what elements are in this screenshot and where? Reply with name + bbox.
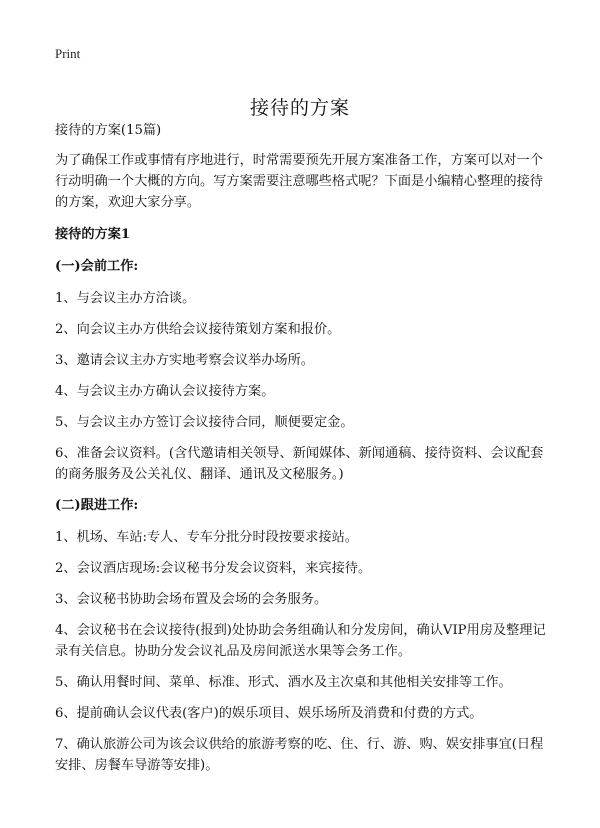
list-item: 5、与会议主办方签订会议接待合同，顺便要定金。 bbox=[55, 415, 354, 430]
list-item: 2、向会议主办方供给会议接待策划方案和报价。 bbox=[55, 322, 341, 337]
print-link[interactable]: Print bbox=[55, 46, 81, 61]
list-item: 4、会议秘书在会议接待(报到)处协助会务组确认和分发房间，确认VIP用房及整理记录有关信息。协助分发会议礼品及房间派送水果等会务工作。 bbox=[55, 623, 546, 659]
list-item: 3、会议秘书协助会场布置及会场的会务服务。 bbox=[55, 592, 328, 607]
list-item: 7、确认旅游公司为该会议供给的旅游考察的吃、住、行、游、购、娱安排事宜(日程安排、房餐车导游等安排)。 bbox=[55, 737, 544, 773]
list-item: 2、会议酒店现场:会议秘书分发会议资料，来宾接待。 bbox=[55, 561, 372, 576]
page-title: 接待的方案 bbox=[249, 96, 350, 119]
list-item: 6、提前确认会议代表(客户)的娱乐项目、娱乐场所及消费和付费的方式。 bbox=[55, 706, 483, 721]
part-heading-follow-up: (二)跟进工作: bbox=[55, 498, 139, 513]
list-item: 3、邀请会议主办方实地考察会议举办场所。 bbox=[55, 353, 314, 368]
list-item: 4、与会议主办方确认会议接待方案。 bbox=[55, 384, 275, 399]
part-heading-pre-meeting: (一)会前工作: bbox=[55, 259, 139, 274]
document-subtitle: 接待的方案(15篇) bbox=[55, 123, 162, 138]
list-item: 1、与会议主办方洽谈。 bbox=[55, 291, 196, 306]
list-item: 1、机场、车站:专人、专车分批分时段按要求接站。 bbox=[55, 530, 358, 545]
list-item: 5、确认用餐时间、菜单、标准、形式、酒水及主次桌和其他相关安排等工作。 bbox=[55, 675, 512, 690]
intro-paragraph: 为了确保工作或事情有序地进行，时常需要预先开展方案准备工作，方案可以对一个行动明确一个大概的方向。写方案需要注意哪些格式呢？下面是小编精心整理的接待的方案，欢迎大家分享。 bbox=[55, 153, 543, 210]
document-body bbox=[55, 120, 555, 786]
list-item: 6、准备会议资料。(含代邀请相关领导、新闻媒体、新闻通稿、接待资料、会议配套的商务服务及公关礼仪、翻译、通讯及文秘服务。) bbox=[55, 446, 544, 482]
section-heading: 接待的方案1 bbox=[55, 227, 131, 242]
